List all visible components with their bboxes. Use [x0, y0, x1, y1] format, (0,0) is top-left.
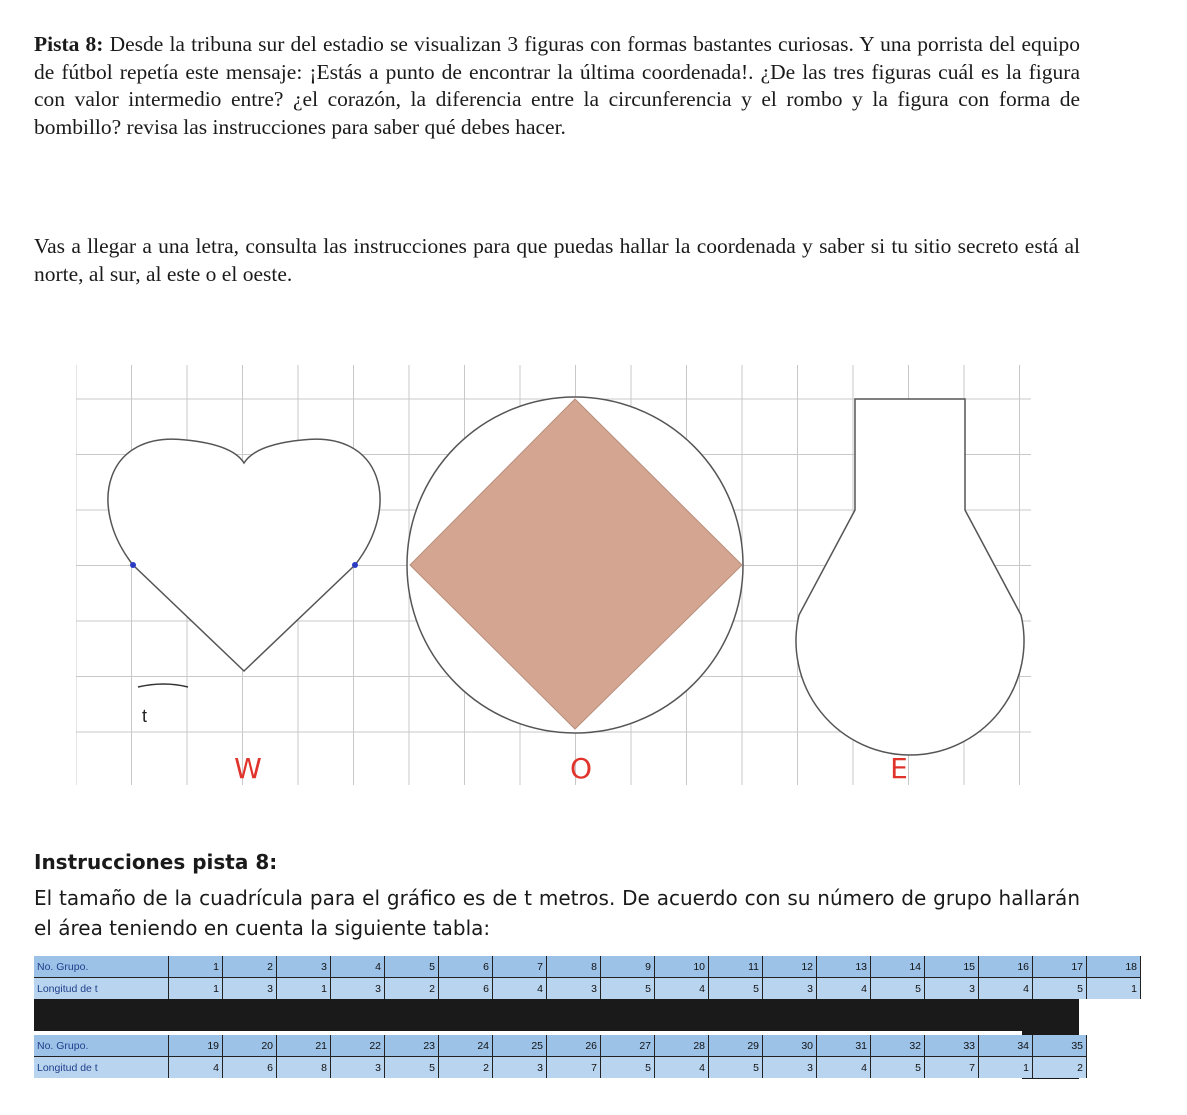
- group-number-cell: 29: [709, 1035, 763, 1057]
- length-value-cell: 8: [277, 1057, 331, 1079]
- clue-label: Pista 8:: [34, 32, 104, 56]
- length-value-cell: 4: [169, 1057, 223, 1079]
- group-number-cell: 20: [223, 1035, 277, 1057]
- group-number-cell: 1: [169, 956, 223, 978]
- length-value-cell: 4: [655, 1057, 709, 1079]
- group-number-cell: 26: [547, 1035, 601, 1057]
- group-number-cell: 17: [1033, 956, 1087, 978]
- group-number-cell: 25: [493, 1035, 547, 1057]
- length-value-cell: 3: [493, 1057, 547, 1079]
- group-number-cell: 9: [601, 956, 655, 978]
- length-value-cell: 5: [601, 978, 655, 1000]
- length-value-cell: 5: [601, 1057, 655, 1079]
- length-value-cell: 7: [925, 1057, 979, 1079]
- length-value-cell: 5: [709, 1057, 763, 1079]
- group-number-cell: 11: [709, 956, 763, 978]
- group-number-cell: 30: [763, 1035, 817, 1057]
- t-brace: [138, 684, 188, 687]
- group-number-cell: 24: [439, 1035, 493, 1057]
- length-value-cell: 4: [979, 978, 1033, 1000]
- group-number-cell: 33: [925, 1035, 979, 1057]
- length-value-cell: 3: [547, 978, 601, 1000]
- length-value-cell: 3: [331, 978, 385, 1000]
- length-value-cell: 2: [439, 1057, 493, 1079]
- length-value-cell: 1: [169, 978, 223, 1000]
- length-table-2: [34, 1035, 1087, 1078]
- length-value-cell: 3: [223, 978, 277, 1000]
- length-value-cell: 4: [493, 978, 547, 1000]
- bulb-shape: [796, 399, 1024, 755]
- group-number-cell: 19: [169, 1035, 223, 1057]
- clue-paragraph: [34, 31, 1080, 141]
- group-number-cell: 8: [547, 956, 601, 978]
- group-number-cell: 12: [763, 956, 817, 978]
- length-value-cell: 5: [709, 978, 763, 1000]
- clue-paragraph-2: Vas a llegar a una letra, consulta las instrucciones para que puedas hallar la coordenada y saber si tu sitio secreto está al norte, al sur, al este o el oeste.: [34, 234, 1080, 286]
- group-number-cell: 21: [277, 1035, 331, 1057]
- group-number-cell: 28: [655, 1035, 709, 1057]
- group-number-cell: 10: [655, 956, 709, 978]
- length-value-cell: 3: [925, 978, 979, 1000]
- heart-letter: W: [234, 752, 262, 785]
- heart-dot-right: [352, 562, 358, 568]
- length-value-cell: 5: [871, 978, 925, 1000]
- group-number-cell: 32: [871, 1035, 925, 1057]
- group-number-cell: 27: [601, 1035, 655, 1057]
- group-number-cell: 4: [331, 956, 385, 978]
- group-number-cell: 3: [277, 956, 331, 978]
- group-number-cell: 13: [817, 956, 871, 978]
- group-number-cell: 14: [871, 956, 925, 978]
- length-header: Longitud de t: [34, 978, 169, 1000]
- group-number-cell: 15: [925, 956, 979, 978]
- length-value-cell: 3: [331, 1057, 385, 1079]
- length-value-cell: 2: [1033, 1057, 1087, 1079]
- length-value-cell: 7: [547, 1057, 601, 1079]
- length-value-cell: 1: [277, 978, 331, 1000]
- length-table-1: [34, 956, 1141, 999]
- length-value-cell: 6: [223, 1057, 277, 1079]
- bulb-letter: E: [890, 752, 908, 785]
- length-value-cell: 6: [439, 978, 493, 1000]
- group-row: [34, 956, 1141, 978]
- length-value-cell: 3: [763, 1057, 817, 1079]
- length-value-cell: 3: [763, 978, 817, 1000]
- length-value-cell: 1: [979, 1057, 1033, 1079]
- group-header: No. Grupo.: [34, 1035, 169, 1057]
- group-number-cell: 6: [439, 956, 493, 978]
- heart-shape: [108, 439, 380, 671]
- group-number-cell: 22: [331, 1035, 385, 1057]
- length-row: [34, 978, 1141, 1000]
- length-value-cell: 5: [1033, 978, 1087, 1000]
- length-value-cell: 4: [817, 978, 871, 1000]
- group-number-cell: 23: [385, 1035, 439, 1057]
- clue-text: Desde la tribuna sur del estadio se visualizan 3 figuras con formas bastantes curiosas. Y una porrista del equipo de fútbol repetía este mensaje: ¡Estás a punto de encontrar la última coordenada!. ¿De las tres figuras cuál es la figura con valor intermedio entre? ¿el corazón, la diferencia entre la circunferencia y el rombo y la figura con forma de bombillo? revisa las instrucciones para saber qué debes hacer.: [34, 32, 1080, 139]
- length-value-cell: 4: [817, 1057, 871, 1079]
- group-number-cell: 2: [223, 956, 277, 978]
- length-header: Longitud de t: [34, 1057, 169, 1079]
- group-number-cell: 35: [1033, 1035, 1087, 1057]
- length-row: [34, 1057, 1087, 1079]
- t-label: t: [142, 706, 148, 726]
- heart-dot-left: [130, 562, 136, 568]
- group-header: No. Grupo.: [34, 956, 169, 978]
- length-value-cell: 5: [871, 1057, 925, 1079]
- instructions-title: Instrucciones pista 8:: [34, 850, 278, 874]
- group-number-cell: 7: [493, 956, 547, 978]
- group-number-cell: 31: [817, 1035, 871, 1057]
- group-number-cell: 18: [1087, 956, 1141, 978]
- length-value-cell: 1: [1087, 978, 1141, 1000]
- instructions-body: El tamaño de la cuadrícula para el gráfico es de t metros. De acuerdo con su número de grupo hallarán el área teniendo en cuenta la siguiente tabla:: [34, 886, 1080, 940]
- figures-diagram: [76, 365, 1031, 785]
- length-value-cell: 2: [385, 978, 439, 1000]
- group-number-cell: 16: [979, 956, 1033, 978]
- length-value-cell: 4: [655, 978, 709, 1000]
- circle-letter: O: [569, 752, 593, 785]
- group-number-cell: 34: [979, 1035, 1033, 1057]
- length-value-cell: 5: [385, 1057, 439, 1079]
- group-row: [34, 1035, 1087, 1057]
- group-number-cell: 5: [385, 956, 439, 978]
